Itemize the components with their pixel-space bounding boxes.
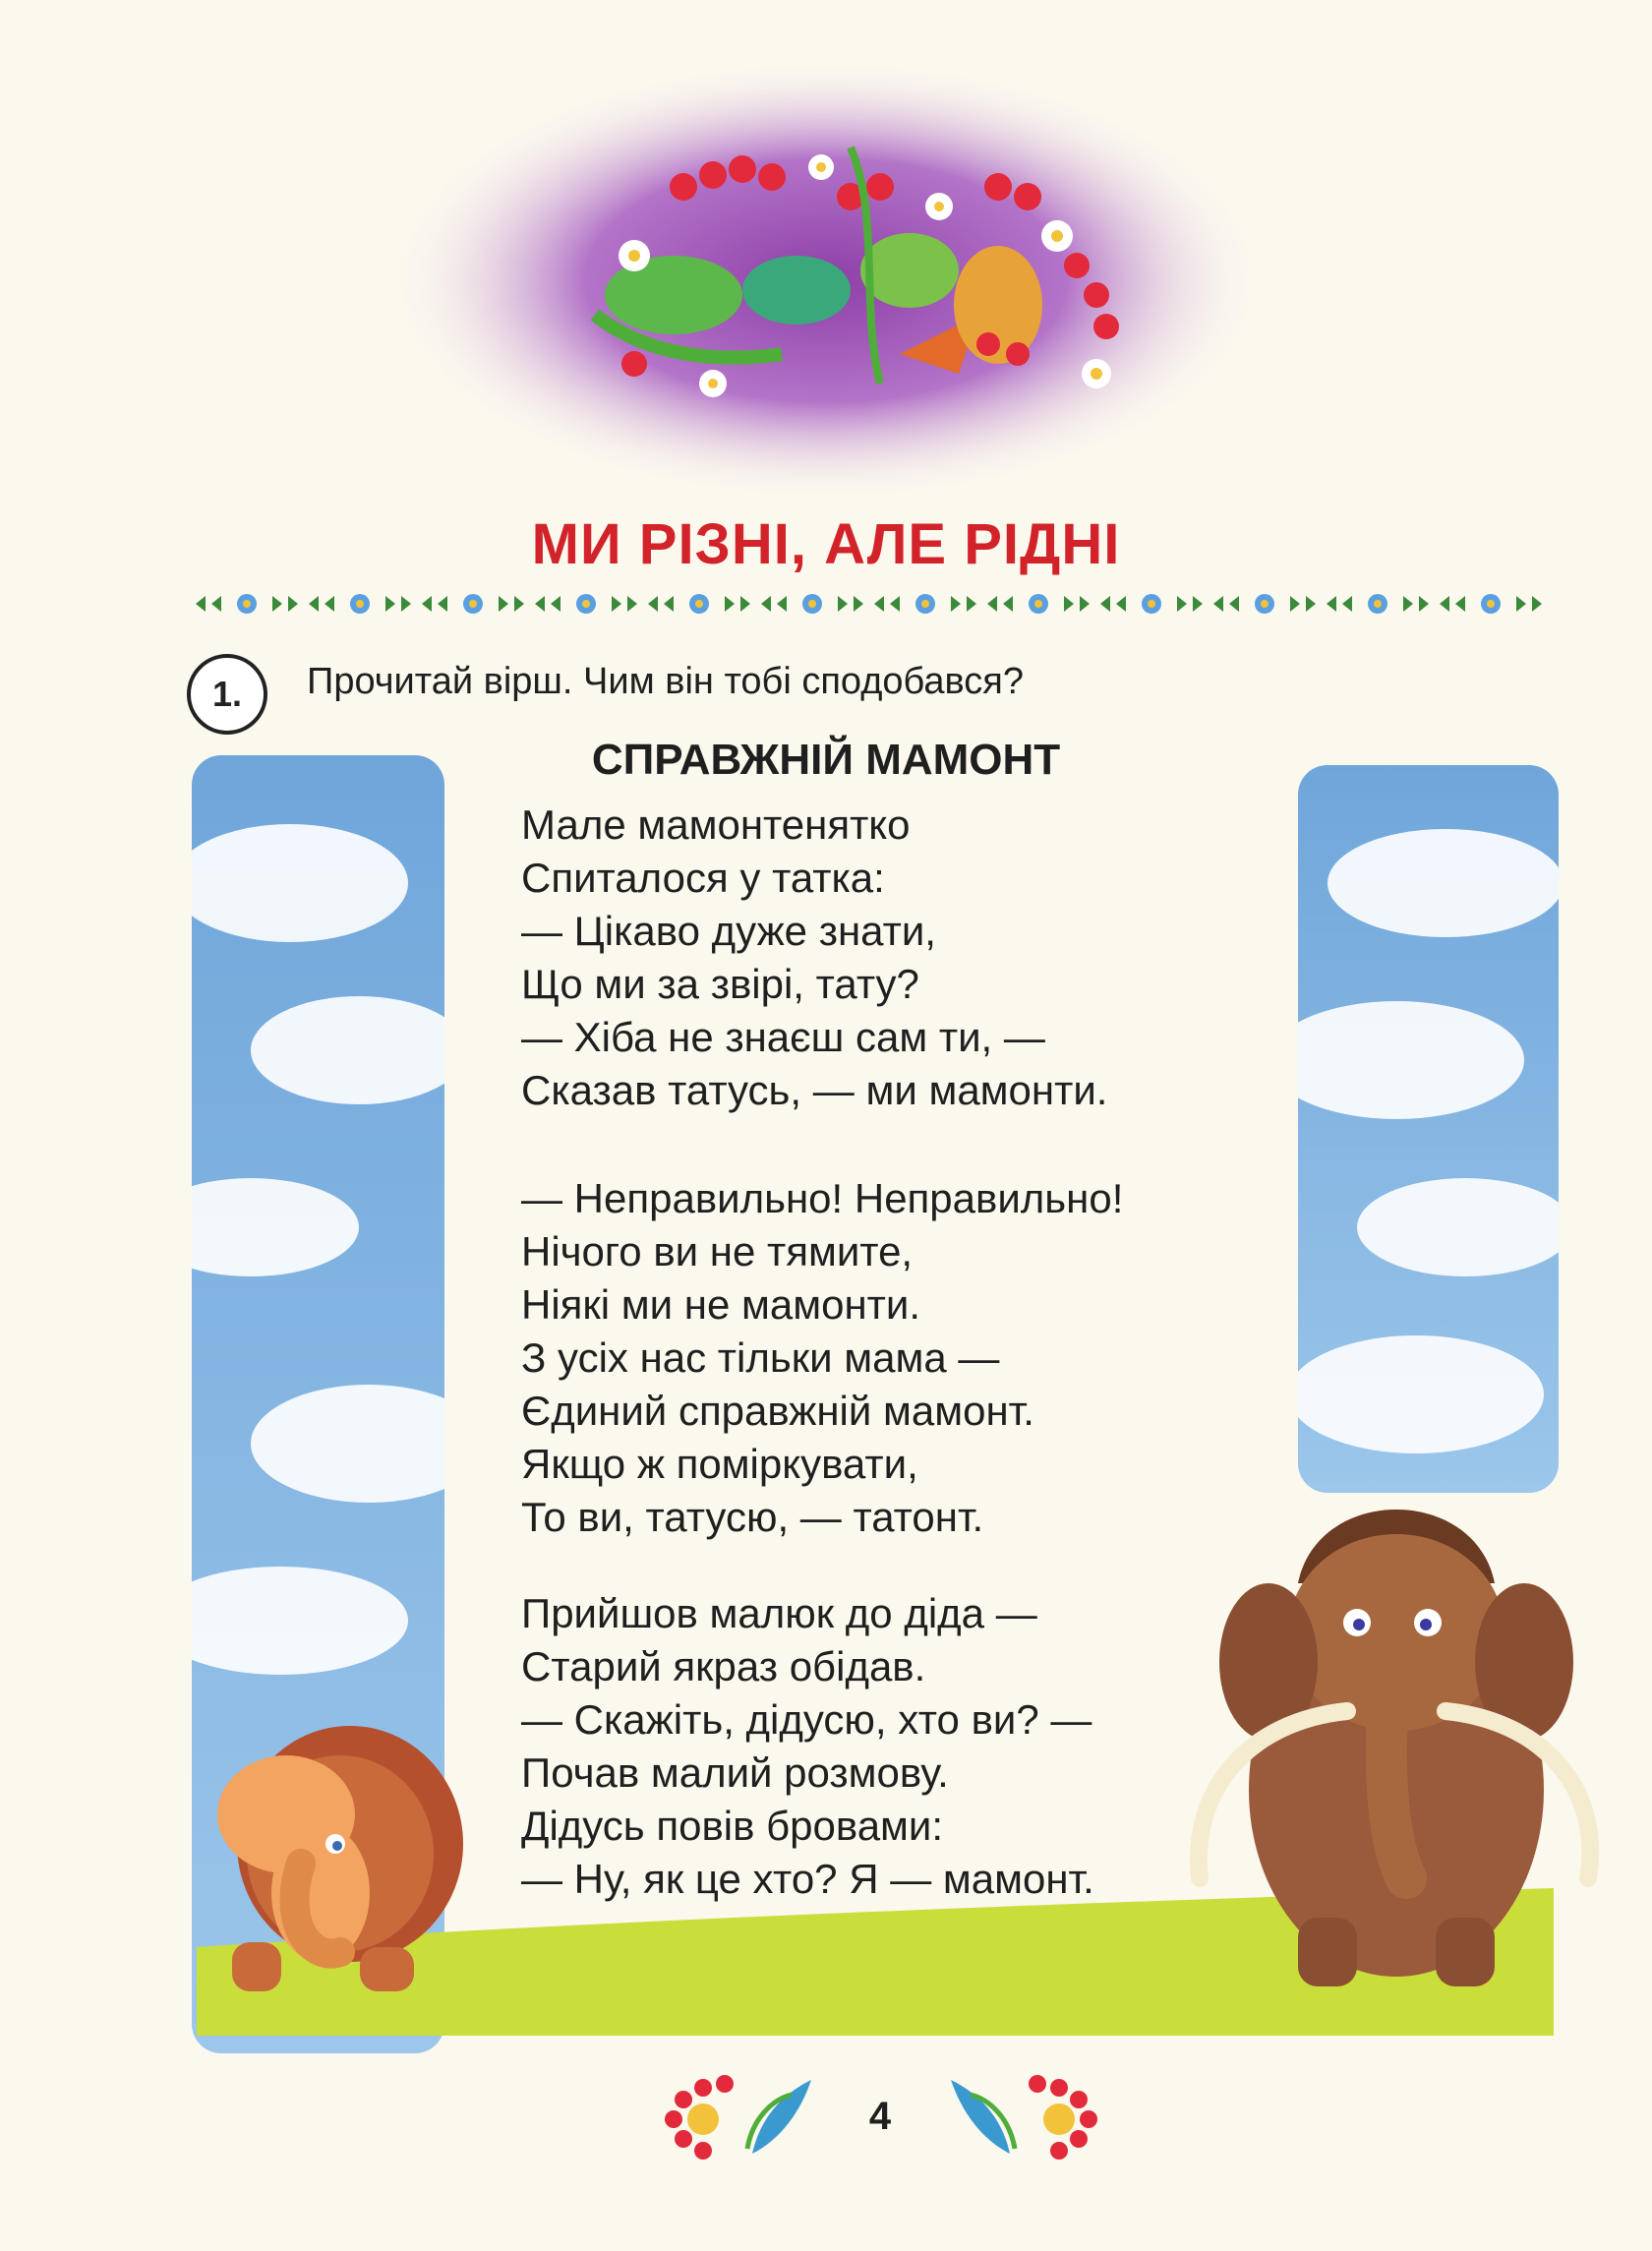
poem-line: Дідусь повів бровами: [521, 1803, 944, 1849]
footer-ornament-right [946, 2070, 1118, 2168]
poem-title: СПРАВЖНІЙ МАМОНТ [591, 736, 1061, 784]
mammoth-illustration [1170, 1465, 1613, 1996]
poem-line: Сказав татусь, — ми мамонти. [521, 1067, 1108, 1113]
poem-line: Старий якраз обідав. [521, 1643, 926, 1689]
poem-line: Нічого ви не тямите, [521, 1228, 914, 1274]
poem-stanza-2 [521, 1172, 1123, 1544]
sky-panel-right [1298, 765, 1559, 1493]
poem-line: То ви, татусю, — татонт. [521, 1494, 984, 1540]
poem-line: — Скажіть, дідусю, хто ви? — [521, 1696, 1092, 1743]
poem-line: Що ми за звірі, тату? [521, 961, 919, 1007]
poem-line: Спиталося у татка: [521, 855, 885, 901]
poem-line: Ніякі ми не мамонти. [521, 1281, 921, 1328]
poem-line: Прийшов малюк до діда — [521, 1590, 1037, 1636]
folk-art-illustration [388, 59, 1264, 502]
ornament-divider [192, 586, 1549, 622]
poem-line: Мале мамонтенятко [521, 801, 911, 848]
poem-stanza-1 [521, 799, 1107, 1117]
poem-line: — Хіба не знаєш сам ти, — [521, 1014, 1045, 1060]
task-instruction: Прочитай вірш. Чим він тобі сподобався? [307, 661, 1024, 702]
task-number: 1. [187, 654, 267, 735]
chapter-title: МИ РІЗНІ, АЛЕ РІДНІ [531, 512, 1121, 576]
baby-mammoth-illustration [193, 1696, 468, 2001]
poem-line: Єдиний справжній мамонт. [521, 1388, 1034, 1434]
poem-line: Почав малий розмову. [521, 1749, 949, 1796]
poem-stanza-3 [521, 1587, 1094, 1906]
poem-line: — Цікаво дуже знати, [521, 908, 936, 954]
poem-line: Якщо ж поміркувати, [521, 1441, 918, 1487]
poem-line: — Неправильно! Неправильно! [521, 1175, 1124, 1221]
poem-line: З усіх нас тільки мама — [521, 1334, 1000, 1381]
poem-line: — Ну, як це хто? Я — мамонт. [521, 1856, 1094, 1902]
footer-ornament-left [644, 2070, 816, 2168]
page-number: 4 [868, 2095, 892, 2138]
